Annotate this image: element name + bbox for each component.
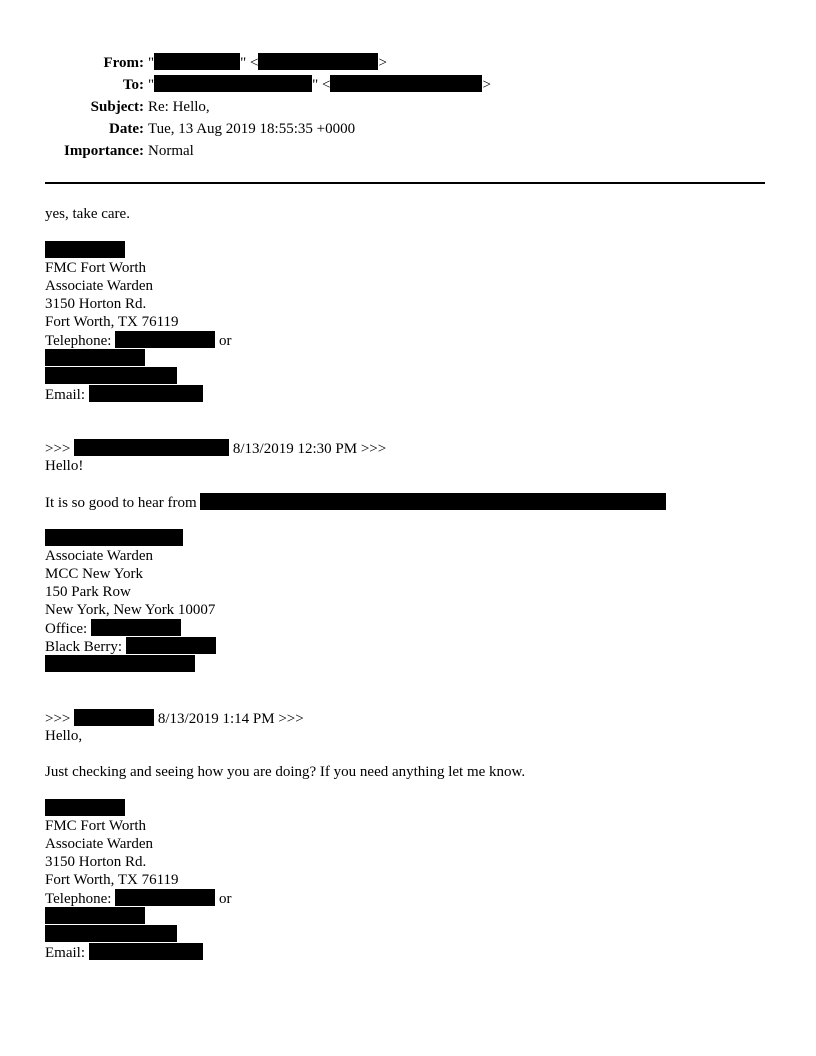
redaction <box>74 709 154 726</box>
redaction <box>74 439 229 456</box>
email-label: Email: <box>45 387 85 403</box>
redaction <box>91 619 181 636</box>
telephone-label: Telephone: <box>45 333 112 349</box>
sig-title: Associate Warden <box>45 278 154 294</box>
redaction <box>45 907 145 924</box>
redaction <box>258 53 378 70</box>
telephone-label: Telephone: <box>45 891 112 907</box>
or-text: or <box>218 333 232 349</box>
sig-title: Associate Warden <box>45 836 154 852</box>
redaction <box>115 331 215 348</box>
sig-street: 3150 Horton Rd. <box>45 854 147 870</box>
to-value: " " < > <box>148 77 491 93</box>
redaction <box>45 529 183 546</box>
sig-street: 3150 Horton Rd. <box>45 296 147 312</box>
redaction <box>154 53 240 70</box>
to-label: To: <box>122 77 144 93</box>
redaction <box>45 241 125 258</box>
or-text: or <box>218 891 232 907</box>
message-greeting: Hello! <box>45 458 84 474</box>
subject-value: Re: Hello, <box>148 99 210 115</box>
quote-meta: 8/13/2019 1:14 PM >>> <box>157 711 304 727</box>
sig-city: Fort Worth, TX 76119 <box>45 872 179 888</box>
quote-meta: 8/13/2019 12:30 PM >>> <box>232 441 387 457</box>
message-body: yes, take care. <box>45 206 130 222</box>
office-label: Office: <box>45 621 88 637</box>
sig-email <box>45 385 203 403</box>
subject-label: Subject: <box>90 99 144 115</box>
quote-header <box>45 439 386 457</box>
sig-title: Associate Warden <box>45 548 154 564</box>
quote-prefix: >>> <box>45 441 71 457</box>
redaction <box>45 925 177 942</box>
redaction <box>115 889 215 906</box>
message-greeting: Hello, <box>45 728 83 744</box>
body-text: It is so good to hear from <box>45 495 197 511</box>
redaction <box>45 349 145 366</box>
header-divider <box>45 182 765 184</box>
importance-label: Importance: <box>64 143 144 159</box>
redaction <box>89 385 203 402</box>
date-label: Date: <box>109 121 144 137</box>
sig-org: FMC Fort Worth <box>45 260 147 276</box>
email-label: Email: <box>45 945 85 961</box>
redaction <box>200 493 666 510</box>
sig-city: New York, New York 10007 <box>45 602 216 618</box>
importance-value: Normal <box>148 143 194 159</box>
message-body: Just checking and seeing how you are doing? If you need anything let me know. <box>45 764 526 780</box>
from-row <box>0 52 816 74</box>
sig-org: MCC New York <box>45 566 143 582</box>
subject-row <box>0 96 816 118</box>
quote-header <box>45 709 304 727</box>
importance-row <box>0 140 816 162</box>
redaction <box>45 799 125 816</box>
redaction <box>330 75 482 92</box>
redaction <box>154 75 312 92</box>
redaction <box>45 655 195 672</box>
message-body <box>45 493 666 511</box>
date-row <box>0 118 816 140</box>
quote-prefix: >>> <box>45 711 71 727</box>
from-value: " " < > <box>148 55 387 71</box>
sig-telephone <box>45 889 231 907</box>
redaction <box>126 637 216 654</box>
sig-org: FMC Fort Worth <box>45 818 147 834</box>
to-row <box>0 74 816 96</box>
sig-office <box>45 619 181 637</box>
date-value: Tue, 13 Aug 2019 18:55:35 +0000 <box>148 121 356 137</box>
sig-email <box>45 943 203 961</box>
from-label: From: <box>103 55 144 71</box>
sig-street: 150 Park Row <box>45 584 131 600</box>
sig-telephone <box>45 331 231 349</box>
redaction <box>89 943 203 960</box>
redaction <box>45 367 177 384</box>
blackberry-label: Black Berry: <box>45 639 123 655</box>
sig-city: Fort Worth, TX 76119 <box>45 314 179 330</box>
sig-blackberry <box>45 637 216 655</box>
